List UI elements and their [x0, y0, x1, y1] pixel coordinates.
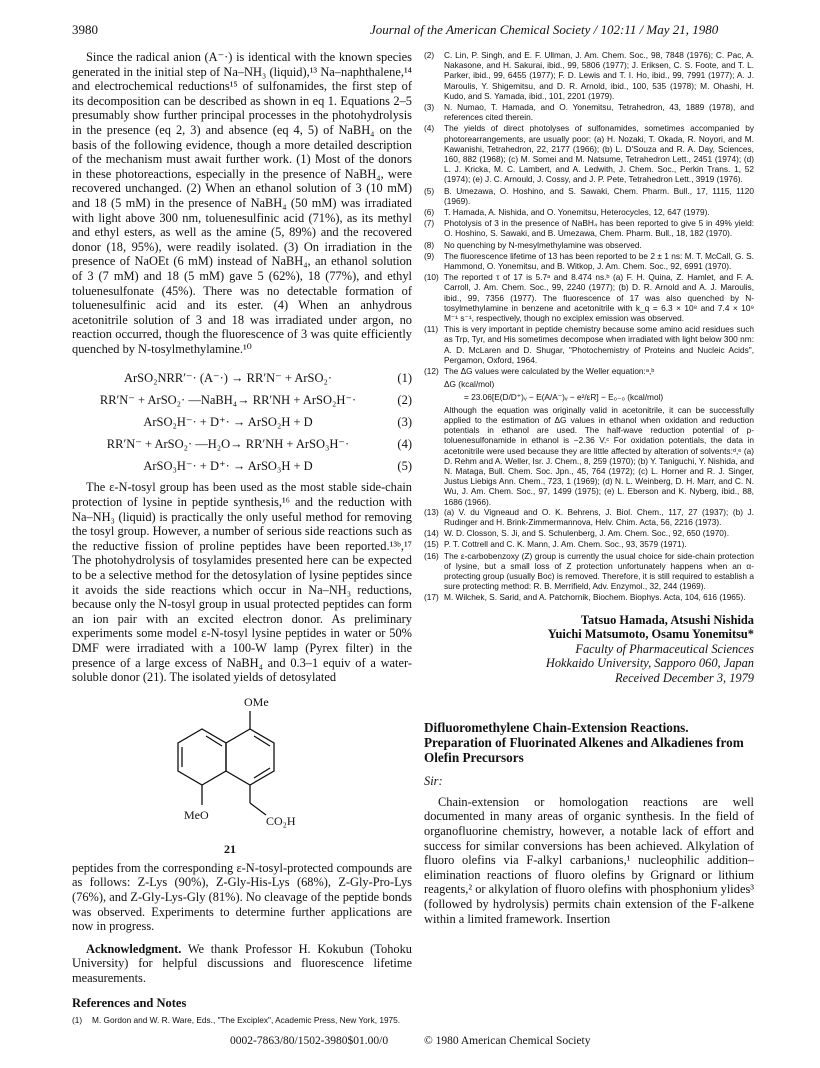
equation-3 [72, 408, 412, 430]
acknowledgment-heading: Acknowledgment. [86, 941, 182, 956]
reference-number: (9) [424, 250, 435, 261]
delta-g-label: ΔG (kcal/mol) [444, 379, 495, 390]
reference-text: W. D. Closson, S. Ji, and S. Schulenberg, J. Am. Chem. Soc., 92, 650 (1970). [444, 528, 729, 539]
reference-number: (14) [424, 528, 439, 539]
body-paragraph: peptides from the corresponding ε-N-tosyl-protected compounds are as follows: Z-Lys (90%), Z-Gly-His-Lys (68%), Z-Gly-Pro-Lys (76%), and Z-Gly-Lys-Gly (81%). No cleavage of the peptide bonds was observed. Experiments to determine further applications are now in progress. [72, 860, 412, 934]
equation-4 [72, 430, 412, 452]
author-block [424, 613, 754, 686]
reference-item [424, 207, 754, 217]
reference-text: The reported τ of 17 is 5.7ᵃ and 8.474 ns.ᵇ (a) F. H. Quina, Z. Hamlet, and F. A. Carroll, J. Am. Chem. Soc., 99, 2240 (1977); (b) D. R. Arnold and A. J. Maroulis, ibid., 99, 7356 (1977). The fluorescence of 17 was also quenched by N-tosylmethylamine in benzene and acetonitrile with k_q = 6.3 × 10⁸ and 7.4 × 10⁹ M⁻¹ s⁻¹, respectively, though no exciplex emission was observed. [444, 272, 754, 324]
page-number: 3980 [72, 22, 98, 37]
equation-text: RR′N⁻ + ArSO₂· —NaBH₄→ RR′NH + ArSO₂H⁻· [99, 393, 357, 408]
footer-code: 0002-7863/80/1502-3980$01.00/0 [230, 1035, 389, 1047]
reference-item [424, 251, 754, 271]
reference-number: (6) [424, 207, 435, 218]
equation-number: (1) [397, 371, 412, 386]
reference-item [424, 102, 754, 122]
chemical-structure-21 [132, 691, 332, 841]
body-paragraph: Since the radical anion (A⁻·) is identical with the known species generated in the initial step of Na–NH₃ (liquid),¹³ Na–naphthalene,¹⁴ and electrochemical reductions¹⁵ of sulfonamides, the first step of its decomposition can be described as shown in eq 1. Equations 2–5 presumably show further principal processes in the photohydrolysis in the presence (eq 2, 3) and absence (eq 4, 5) of NaBH₄ on the basis of the following evidence, though a more detailed description of the mechanism must await further work. (1) Most of the donors in these photoreactions, especially in the presence of NaBH₄, were recovered unchanged. (2) When an ethanol solution of 3 (10 mM) and 18 (5 mM) in the presence of NaBH₄ (50 mM) was irradiated with light above 300 nm, toluenesulfinic acid (71%), as its methyl and ethyl esters, as well as the amine (5, 89%) and the recovered donor (18, 95%), were readily isolated. (3) On irradiation in the presence of NaOEt (6 mM) instead of NaBH₄, an ethanol solution of 3 (7 mM) and 18 (5 mM) gave 5 (62%), 18 (77%), and ethyl toluenesulfonate (45%). There was no detectable formation of toluenesulfinic acid and its ester. (4) When an anhydrous acetonitrile solution of 3 and 18 was irradiated under argon, no reaction occurred, though the fluorescence of 3 was quite efficiently quenched by N-tosylmethylamine.¹⁰ [72, 50, 412, 356]
reference-text: B. Umezawa, O. Hoshino, and S. Sawaki, Chem. Pharm. Bull., 17, 1115, 1120 (1969). [444, 185, 754, 206]
reference-text: N. Numao, T. Hamada, and O. Yonemitsu, Tetrahedron, 43, 1889 (1978), and references cited therein. [444, 102, 754, 123]
body-paragraph: The ε-N-tosyl group has been used as the most stable side-chain protection of lysine in peptide synthesis,¹⁶ and the reduction with Na–NH₃ (liquid) is practically the only useful method for removing the tosyl group. However, a number of serious side reactions such as the reductive fission of proline peptides have been reported.¹³ᵇ,¹⁷ The photohydrolysis of tosylamides presented here can be expected to be a selective method for the detosylation of lysine peptides since it avoids the side reactions which occur in Na–NH₃ reductions, because only the N-tosyl group in usual protected peptides can form an ion pair with an excited electron donor. As preliminary experiments some model ε-N-tosyl lysine peptides in water or 50% DMF were irradiated with a 100-W lamp (Pyrex filter) in the presence of a large excess of NaBH₄ and 0.3–1 equiv of a water-soluble donor (21). The isolated yields of detosylated [72, 480, 412, 685]
structure-label-left: MeO [184, 807, 209, 822]
reference-item [72, 1015, 412, 1025]
affiliation: Hokkaido University, Sapporo 060, Japan [545, 656, 754, 671]
reference-item [424, 324, 754, 365]
reference-text: P. T. Cottrell and C. K. Mann, J. Am. Chem. Soc., 93, 3579 (1971). [444, 539, 687, 550]
received-date: Received December 3, 1979 [615, 670, 754, 685]
reference-number: (10) [424, 272, 439, 283]
reference-item [424, 592, 754, 602]
reference-text: The fluorescence lifetime of 13 has been reported to be 2 ± 1 ns: M. T. McCall, G. S. Hammond, O. Yonemitsu, and B. Witkop, J. Am. Chem. Soc., 92, 6991 (1970). [444, 250, 754, 272]
reference-text: No quenching by N-mesylmethylamine was observed. [444, 239, 642, 250]
reference-number: (4) [424, 123, 435, 134]
reference-number: (17) [424, 592, 439, 603]
reference-item [424, 218, 754, 238]
structure-label-right: CO₂H [266, 813, 296, 828]
right-ring [226, 729, 274, 785]
equation-text: RR′N⁻ + ArSO₂· —H₂O→ RR′NH + ArSO₃H⁻· [106, 437, 350, 452]
right-column [424, 50, 754, 1010]
reference-text: The ε-carbobenzoxy (Z) group is currently the usual choice for side-chain protection of lysine, but a small loss of Z protection unfortunately happens when an α-protecting group (usually Boc) is removed. Therefore, it is still required to establish a sure protecting method: R. B. Merrifield, Adv. Enzymol., 32, 244 (1969). [444, 550, 754, 592]
reference-number: (2) [424, 50, 435, 60]
reference-text: The yields of direct photolyses of sulfonamides, sometimes accompanied by photorearrangements, are usually poor: (a) H. Nozaki, T. Okada, R. Noyori, and M. Kawanishi, Tetrahedron, 22, 2177 (1966); (b) L. D'Souza and R. A. Day, Sciences, 160, 882 (1968); (c) M. Somei and M. Natsume, Tetrahedron Lett., 2451 (1974); (d) L. J. Kricka, M. C. Lambert, and A. Ledwith, J. Chem. Soc., Perkin Trans. 1, 52 (1974); (e) J. C. Arnould, J. Cossy, and J. P. Pete, Tetrahedron Lett., 3919 (1976). [444, 123, 754, 185]
author-names: Tatsuo Hamada, Atsushi Nishida [580, 612, 754, 627]
reference-text: The ΔG values were calculated by the Weller equation:ᵃ,ᵇ [444, 366, 655, 377]
reference-item [424, 551, 754, 592]
reference-text: This is very important in peptide chemistry because some amino acid residues such as Trp, Tyr, and His sometimes decompose when irradiated with light below 300 nm: A. D. McLaren and D. Shugar, "Photochemistry of Proteins and Nucleic Acids", Pergamon, Oxford, 1964. [444, 324, 754, 365]
reference-item [424, 50, 754, 101]
equation-number: (3) [397, 415, 412, 430]
reference-text: T. Hamada, A. Nishida, and O. Yonemitsu, Heterocycles, 12, 647 (1979). [444, 207, 710, 218]
equation-text: ArSO₂H⁻· + D⁺· → ArSO₂H + D [143, 415, 313, 430]
reference-number: (12) [424, 366, 439, 377]
reference-12-continuation: Although the equation was originally valid in acetonitrile, it can be successfully applied to the estimation of ΔG values in ethanol when oxidation and reduction potentials in ethanol are used. The half-wave reduction potential of p-toluenesulfonamide in ethanol is −2.36 V.ᶜ For oxidation potentials, the data in acetonitrile were used because they are little affected by alteration of solvents:ᵈ,ᵉ (a) D. Rehm and A. Weller, Isr. J. Chem., 8, 259 (1970); (b) Y. Taniguchi, Y. Nishida, and N. Mataga, Bull. Chem. Soc. Jpn., 45, 764 (1972); (c) L. Horner and R. J. Singer, Justus Liebigs Ann. Chem., 723, 1 (1969); (d) N. L. Weinberg, D. H. Marr, and C. N. Wu, J. Am. Chem. Soc., 97, 1499 (1975); (e) L. Eberson and K. Nyberg, ibid., 88, 1686 (1966). [444, 404, 754, 507]
equation-1 [72, 364, 412, 386]
weller-equation: = 23.06[E(D/D⁺)ᵥ − E(A/A⁻)ᵥ − e²/εR] − E₀₋₀ (kcal/mol) [464, 391, 664, 402]
reference-text: Photolysis of 3 in the presence of NaBH₄ has been reported to give 5 in 49% yield: O. Hoshino, S. Sawaki, and B. Umezawa, Chem. Pharm. Bull., 18, 182 (1970). [444, 218, 754, 239]
equation-block [72, 364, 412, 474]
reference-item [424, 366, 754, 376]
affiliation: Faculty of Pharmaceutical Sciences [575, 641, 754, 656]
structure-label-top: OMe [244, 694, 269, 709]
reference-number: (5) [424, 185, 435, 196]
reference-list-right [424, 50, 754, 603]
equation-text: ArSO₃H⁻· + D⁺· → ArSO₃H + D [143, 459, 313, 474]
equation-5 [72, 452, 412, 474]
reference-number: (16) [424, 550, 439, 561]
reference-item [424, 186, 754, 206]
article-title: Difluoromethylene Chain-Extension Reactions. Preparation of Fluorinated Alkenes and Alkadienes from Olefin Precursors [424, 719, 744, 766]
equation-number: (2) [397, 393, 412, 408]
reference-item [424, 528, 754, 538]
equation-number: (4) [397, 437, 412, 452]
references-heading: References and Notes [72, 995, 187, 1010]
reference-number: (3) [424, 102, 435, 113]
reference-number: (7) [424, 218, 435, 229]
reference-text: (a) V. du Vigneaud and O. K. Behrens, J. Biol. Chem., 117, 27 (1937); (b) J. Rudinger and H. Brink-Zimmermannova, Helv. Chim. Acta, 56, 2216 (1973). [444, 506, 754, 527]
author-names: Yuichi Matsumoto, Osamu Yonemitsu* [547, 627, 754, 642]
reference-number: (1) [72, 1014, 83, 1025]
reference-number: (11) [424, 324, 439, 335]
reference-item [424, 240, 754, 250]
acknowledgment [72, 942, 412, 986]
reference-item [424, 272, 754, 323]
reference-text: M. Gordon and W. R. Ware, Eds., "The Exciplex", Academic Press, New York, 1975. [92, 1014, 401, 1025]
reference-number: (13) [424, 506, 439, 517]
left-column [72, 50, 412, 1025]
body-paragraph: Chain-extension or homologation reactions are well documented in many areas of organic synthesis. In the field of organofluorine chemistry, however, a notable lack of effort and success for similar conversions has been achieved. Alkylation of fluoro olefins via F-alkyl carbanions,¹ nucleophilic addition–elimination reactions of fluoro olefins by Grignard or lithium reagents,² or alkylation of fluoro olefins with phosphonium ylides³ (followed by hydrolysis) permits chain extension of the F-alkene within a limited framework. Insertion [424, 794, 754, 926]
reference-number: (15) [424, 539, 439, 550]
reference-number: (8) [424, 239, 435, 250]
reference-item [424, 123, 754, 184]
running-header: Journal of the American Chemical Society / 102:11 / May 21, 1980 [370, 22, 719, 37]
equation-number: (5) [397, 459, 412, 474]
compound-number: 21 [224, 841, 236, 856]
acknowledgment-text: We thank Professor H. Kokubun (Tohoku University) for helpful discussions and fluorescence lifetime measurements. [72, 941, 412, 985]
reference-text: C. Lin, P. Singh, and E. F. Ullman, J. Am. Chem. Soc., 98, 7848 (1976); C. Pac, A. Nakasone, and H. Sakurai, ibid., 99, 5806 (1977); J. Eriksen, C. S. Foote, and T. L. Parker, ibid., 99, 6455 (1977); F. D. Lewis and T. I. Ho, ibid., 99, 7991 (1977); A. J. Maroulis, Y. Shigemitsu, and D. R. Arnold, ibid., 100, 535 (1978); M. Ohashi, H. Kudo, and S. Yamada, ibid., 101, 2201 (1979). [444, 50, 754, 101]
left-ring [178, 729, 226, 785]
footer-copyright: © 1980 American Chemical Society [424, 1035, 591, 1047]
reference-list-left [72, 1015, 412, 1025]
reference-item [424, 507, 754, 527]
equation-text: ArSO₂NRR′⁻· (A⁻·) → RR′N⁻ + ArSO₂· [123, 371, 333, 386]
reference-text: M. Wilchek, S. Sarid, and A. Patchornik, Biochem. Biophys. Acta, 104, 616 (1965). [444, 592, 746, 603]
equation-2 [72, 386, 412, 408]
reference-item [424, 539, 754, 549]
salutation: Sir: [424, 773, 443, 788]
